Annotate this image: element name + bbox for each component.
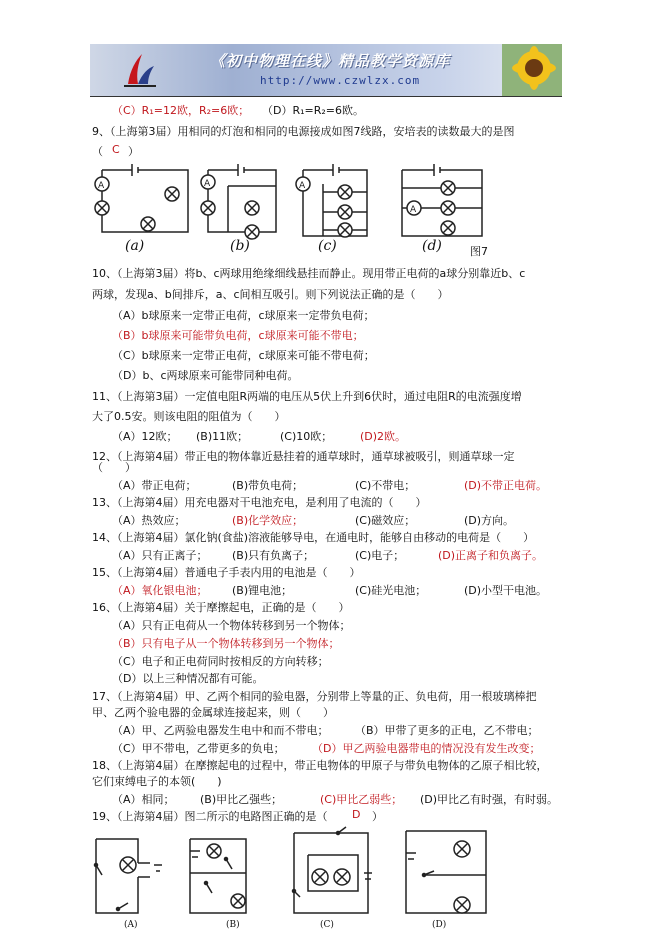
q12-text: 12、（上海第4届）带正电的物体靠近悬挂着的通草球时，通草球被吸引，则通草球一定 [92,450,515,463]
banner-title: 《初中物理在线》精品教学资源库 [210,52,451,70]
q13-option-a: （A）热效应； [112,514,186,527]
q11-text-2: 大了0.5安。则该电阻的阻值为（ ） [92,410,286,423]
q10-option-d: （D）b、c两球原来可能带同种电荷。 [112,369,299,382]
q12-option-a: （A）带正电荷； [112,479,197,492]
header-banner [90,44,562,96]
q19-text: 19、（上海第4届）图二所示的电路图正确的是（ [92,810,328,823]
q13-option-b: (B)化学效应； [232,514,304,527]
q17-option-c: （C）甲不带电，乙带更多的负电； [112,742,285,755]
fig7-label-b: (b) [230,238,250,254]
q18-option-b: (B)甲比乙强些； [200,793,283,806]
q10-text: 10、（上海第3届）将b、c两球用绝缘细线悬挂而静止。现用带正电荷的a球分别靠近b、c [92,267,526,280]
q14-option-d: (D)正离子和负离子。 [438,549,544,562]
q9-answer: C [112,143,120,156]
q16-option-a: （A）只有正电荷从一个物体转移到另一个物体； [112,619,351,632]
q17-option-d: （D）甲乙两验电器带电的情况没有发生改变； [312,742,541,755]
q9-paren-open: （ [92,145,103,158]
q17-text-2: 甲、乙两个验电器的金属球连接起来，则（ ） [92,706,334,719]
logo-icon [120,50,160,90]
q18-text: 18、（上海第4届）在摩擦起电的过程中，带正电物体的甲原子与带负电物体的乙原子相比较， [92,759,548,772]
q18-option-a: （A）相同； [112,793,175,806]
q10-option-c: （C）b球原来一定带正电荷，c球原来可能不带电荷； [112,349,375,362]
fig7-label-c: (c) [318,238,337,254]
q15-option-d: (D)小型干电池。 [464,584,548,597]
fig2-label-c: (C) [320,920,334,930]
circuit-a [95,164,188,232]
q17-option-b: （B）甲带了更多的正电，乙不带电； [355,724,539,737]
q17-text: 17、（上海第4届）甲、乙两个相同的验电器，分别带上等量的正、负电荷，用一根玻璃棒把 [92,690,537,703]
q15-option-b: (B)锂电池； [232,584,293,597]
q16-option-b: （B）只有电子从一个物体转移到另一个物体； [112,637,340,650]
q14-text: 14、（上海第4届）氯化钠(食盐)溶液能够导电，在通电时，能够自由移动的电荷是（ ） [92,531,535,544]
fig2-label-b: (B) [226,920,240,930]
q16-option-d: （D）以上三种情况都有可能。 [112,672,264,685]
svg-text:A: A [204,179,211,189]
svg-text:A: A [98,181,105,191]
figure-2-circuits [88,825,508,917]
svg-text:A: A [299,181,306,191]
q12-option-b: (B)带负电荷； [232,479,304,492]
q10-option-a: （A）b球原来一定带正电荷，c球原来一定带负电荷； [112,309,375,322]
q17-option-a: （A）甲、乙两验电器发生电中和而不带电； [112,724,329,737]
fig7-label-a: (a) [125,238,145,254]
q10-option-b: （B）b球原来可能带负电荷，c球原来可能不带电； [112,329,364,342]
q12-option-d: (D)不带正电荷。 [464,479,548,492]
q16-text: 16、（上海第4届）关于摩擦起电，正确的是（ ） [92,601,350,614]
q8-option-d: （D）R₁=R₂=6欧。 [262,104,365,117]
q15-option-c: (C)硅光电池； [355,584,427,597]
q10-text-2: 两球，发现a、b间排斥，a、c间相互吸引。则下列说法正确的是（ ） [92,288,449,301]
q11-option-a: （A）12欧； [112,430,178,443]
q11-text: 11、（上海第3届）一定值电阻R两端的电压从5伏上升到6伏时，通过电阻R的电流强度增 [92,390,522,403]
q14-option-c: (C)电子； [355,549,405,562]
q14-option-b: (B)只有负离子； [232,549,315,562]
q8-option-c: （C）R₁=12欧，R₂=6欧； [112,104,250,117]
q11-option-d: (D)2欧。 [360,430,407,443]
q15-option-a: （A）氧化银电池； [112,584,208,597]
q18-option-d: (D)甲比乙有时强，有时弱。 [420,793,559,806]
fig2-label-a: (A) [124,920,138,930]
q19-paren-close: ） [372,810,383,823]
header-rule [90,96,562,97]
banner-url: http://www.czwlzx.com [260,74,421,87]
q14-option-a: （A）只有正离子； [112,549,208,562]
q13-text: 13、（上海第4届）用充电器对干电池充电，是利用了电流的（ ） [92,496,427,509]
q9-text: 9、（上海第3届）用相同的灯泡和相同的电源接成如图7线路，安培表的读数最大的是图 [92,125,515,138]
q12-text-2: （ ） [92,461,136,474]
fig2-label-d: (D) [432,920,447,930]
q11-option-c: (C)10欧； [280,430,333,443]
q13-option-d: (D)方向。 [464,514,515,527]
fig7-caption: 图7 [470,245,488,258]
fig7-label-d: (d) [422,238,442,254]
q11-option-b: (B)11欧； [196,430,249,443]
q18-option-c: (C)甲比乙弱些； [320,793,403,806]
q13-option-c: (C)磁效应； [355,514,416,527]
sunflower-icon [502,44,562,96]
q18-text-2: 它们束缚电子的本领( ) [92,775,222,788]
q9-paren-close: ） [128,145,139,158]
q12-option-c: (C)不带电； [355,479,416,492]
svg-text:A: A [410,205,417,215]
q15-text: 15、（上海第4届）普通电子手表内用的电池是（ ） [92,566,361,579]
q19-answer: D [352,808,361,821]
q16-option-c: （C）电子和正电荷同时按相反的方向转移； [112,655,329,668]
